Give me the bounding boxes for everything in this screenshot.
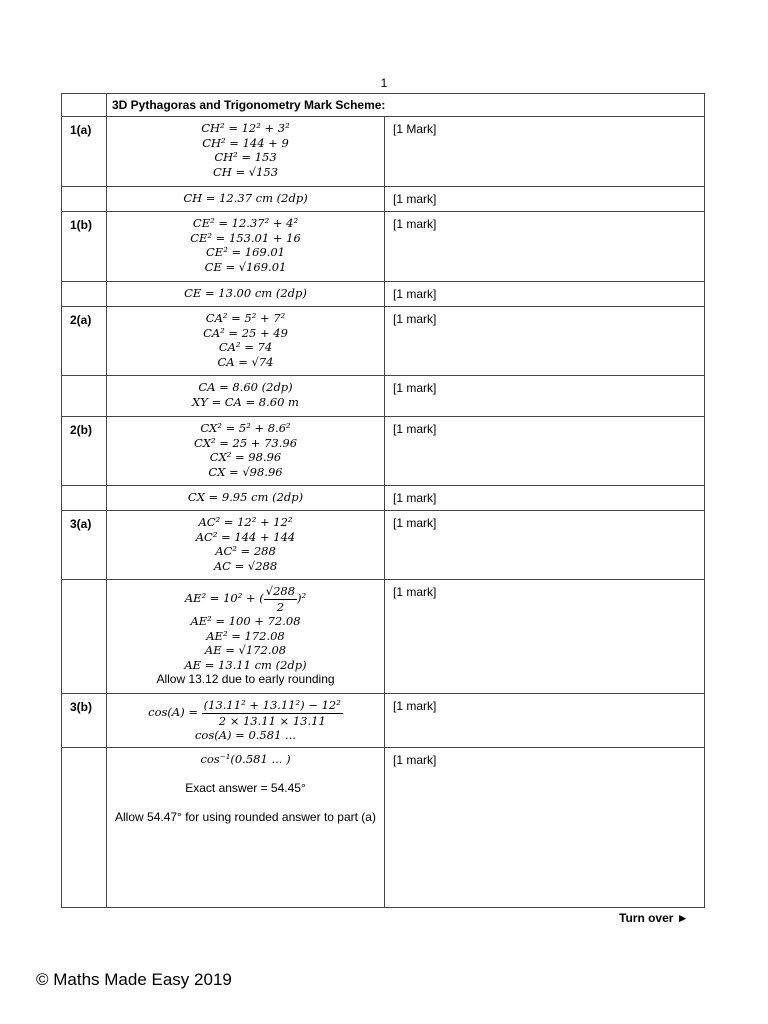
working-line: CH² = 144 + 9 xyxy=(202,135,289,150)
working-line: cos(A) = 0.581 ... xyxy=(194,728,297,742)
working-cell xyxy=(107,694,385,748)
table-row xyxy=(62,486,705,511)
question-label: 3(a) xyxy=(62,511,107,580)
working-cell xyxy=(107,117,385,187)
allowance-note: Allow 54.47° for using rounded answer to part (a) xyxy=(115,809,376,824)
fraction-denominator: 2 × 13.11 × 13.11 xyxy=(218,713,326,728)
working-cell xyxy=(107,511,385,580)
question-label xyxy=(62,187,107,212)
mark-cell: [1 mark] xyxy=(385,486,705,511)
working-line: CA² = 5² + 7² xyxy=(205,311,286,325)
table-row xyxy=(62,580,705,694)
mark-scheme-table xyxy=(61,93,705,908)
table-title: 3D Pythagoras and Trigonometry Mark Scheme: xyxy=(107,94,705,117)
working-cell xyxy=(107,307,385,376)
working-cell xyxy=(107,748,385,908)
mark-cell: [1 mark] xyxy=(385,212,705,282)
working-line: CX² = 25 + 73.96 xyxy=(193,435,298,450)
table-row xyxy=(62,187,705,212)
working-line: AC² = 288 xyxy=(215,544,276,558)
question-label xyxy=(62,486,107,511)
working-line: CA = √74 xyxy=(217,354,274,369)
working-line: AE² = 100 + 72.08 xyxy=(190,614,301,628)
table-row xyxy=(62,282,705,307)
working-line: AC² = 144 + 144 xyxy=(195,529,296,544)
working-cell xyxy=(107,376,385,417)
table-row xyxy=(62,307,705,376)
fraction-line xyxy=(107,584,384,614)
table-row xyxy=(62,694,705,748)
working-line: CA = 8.60 (2dp) xyxy=(198,380,293,394)
fraction-numerator: √288 xyxy=(265,584,296,598)
working-cell xyxy=(107,282,385,307)
fraction-prefix: AE² = 10² + ( xyxy=(184,591,264,605)
table-row xyxy=(62,212,705,282)
mark-cell: [1 mark] xyxy=(385,417,705,486)
working-line: CE² = 153.01 + 16 xyxy=(190,230,301,245)
working-line: AE = 13.11 cm (2dp) xyxy=(184,657,307,672)
working-line: CE = 13.00 cm (2dp) xyxy=(184,286,307,300)
mark-cell: [1 mark] xyxy=(385,307,705,376)
mark-cell: [1 mark] xyxy=(385,580,705,694)
turn-over-label: Turn over ► xyxy=(619,911,689,925)
page-number: 1 xyxy=(380,76,388,90)
fraction-numerator: (13.11² + 13.11²) − 12² xyxy=(203,698,341,712)
exact-answer: Exact answer = 54.45° xyxy=(185,780,306,795)
working-line: CA² = 25 + 49 xyxy=(203,325,288,340)
working-line: CX = 9.95 cm (2dp) xyxy=(187,490,304,504)
fraction-prefix: cos(A) = xyxy=(148,705,202,719)
question-label xyxy=(62,580,107,694)
table-row xyxy=(62,376,705,417)
header-empty-cell xyxy=(62,94,107,117)
working-cell xyxy=(107,580,385,694)
copyright-notice: © Maths Made Easy 2019 xyxy=(36,970,232,989)
question-label: 1(b) xyxy=(62,212,107,282)
question-label xyxy=(62,748,107,908)
fraction-line xyxy=(107,698,384,728)
working-line: CH² = 153 xyxy=(214,150,277,164)
mark-cell: [1 mark] xyxy=(385,282,705,307)
working-cell xyxy=(107,212,385,282)
fraction xyxy=(202,698,343,728)
working-line: CX² = 5² + 8.6² xyxy=(200,421,291,435)
allowance-note: Allow 13.12 due to early rounding xyxy=(156,672,335,686)
mark-cell: [1 mark] xyxy=(385,694,705,748)
working-cell xyxy=(107,486,385,511)
working-line: CH = √153 xyxy=(212,164,279,179)
working-line: CH = 12.37 cm (2dp) xyxy=(183,191,308,205)
working-line: CX² = 98.96 xyxy=(209,450,282,464)
fraction xyxy=(264,584,297,614)
working-line: AC = √288 xyxy=(213,558,278,573)
working-line: CE² = 169.01 xyxy=(206,245,285,259)
fraction-denominator: 2 xyxy=(276,599,285,614)
working-line: AC² = 12² + 12² xyxy=(198,515,293,529)
working-line: CX = √98.96 xyxy=(208,464,283,479)
mark-cell: [1 mark] xyxy=(385,187,705,212)
working-cell xyxy=(107,417,385,486)
fraction-suffix: )² xyxy=(297,591,307,605)
working-line: CA² = 74 xyxy=(218,340,273,354)
working-line: CE² = 12.37² + 4² xyxy=(192,216,299,230)
mark-cell: [1 mark] xyxy=(385,511,705,580)
working-line: XY = CA = 8.60 m xyxy=(192,394,299,409)
mark-cell: [1 mark] xyxy=(385,376,705,417)
question-label: 1(a) xyxy=(62,117,107,187)
question-label xyxy=(62,282,107,307)
table-row xyxy=(62,417,705,486)
mark-cell: [1 Mark] xyxy=(385,117,705,187)
table-header-row xyxy=(62,94,705,117)
working-line: cos⁻¹(0.581 ... ) xyxy=(200,752,291,766)
working-line: CE = √169.01 xyxy=(204,259,287,274)
question-label: 3(b) xyxy=(62,694,107,748)
working-line: AE = √172.08 xyxy=(204,643,287,657)
table-row xyxy=(62,511,705,580)
working-cell xyxy=(107,187,385,212)
question-label: 2(b) xyxy=(62,417,107,486)
mark-cell: [1 mark] xyxy=(385,748,705,908)
working-line: CH² = 12² + 3² xyxy=(201,121,290,135)
question-label xyxy=(62,376,107,417)
table-row xyxy=(62,117,705,187)
question-label: 2(a) xyxy=(62,307,107,376)
working-line: AE² = 172.08 xyxy=(206,628,285,643)
table-row xyxy=(62,748,705,908)
